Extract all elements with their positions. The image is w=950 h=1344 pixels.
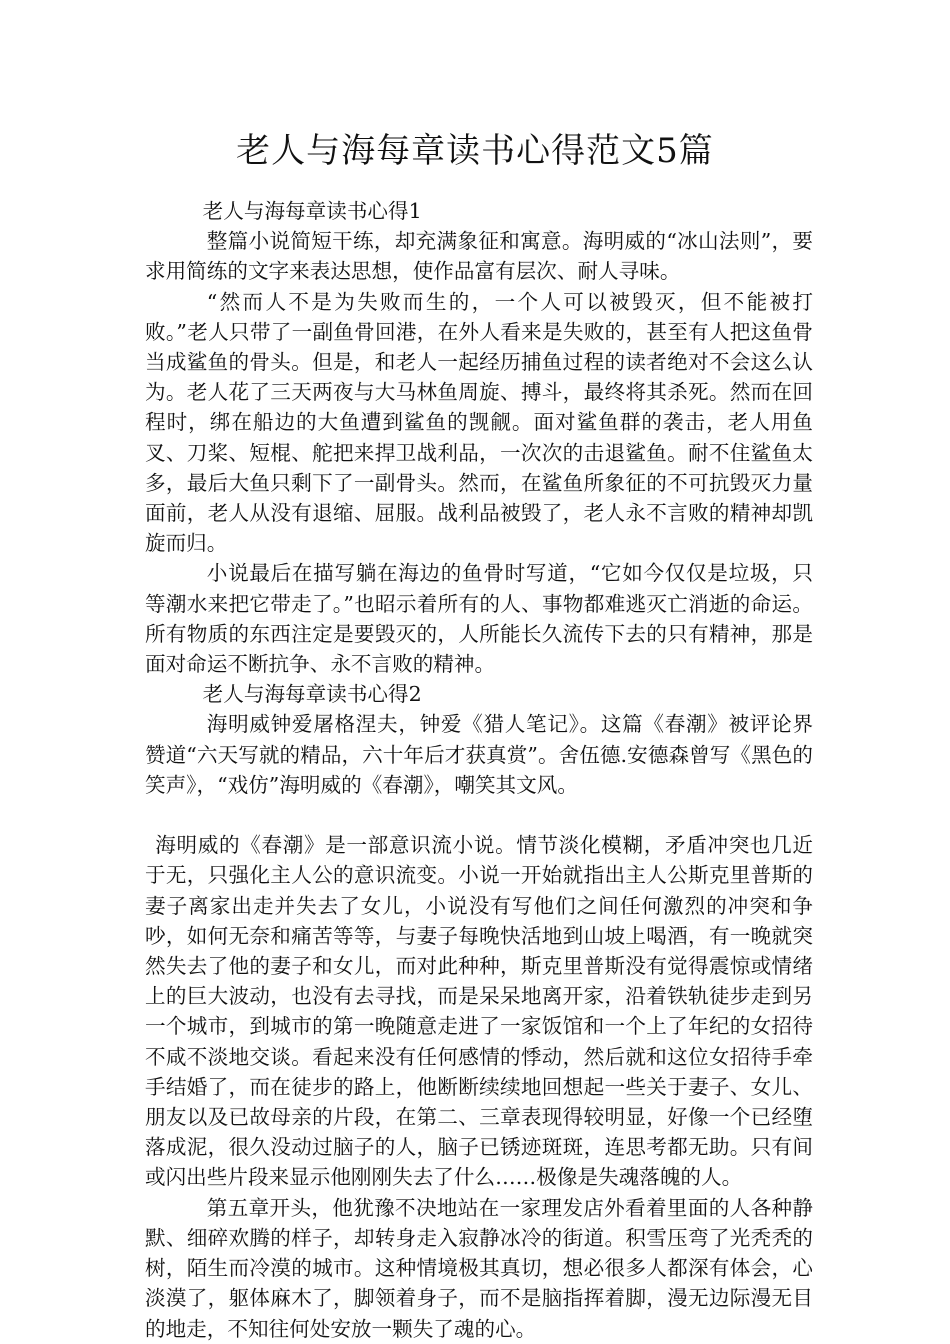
paragraph: 海明威的《春潮》是一部意识流小说。情节淡化模糊，矛盾冲突也几近于无，只强化主人公的意识流变。小说一开始就指出主人公斯克里普斯的妻子离家出走并失去了女儿，小说没有写他们之间任何激烈的冲突和争吵，如何无奈和痛苦等等，与妻子每晚快活地到山坡上喝酒，有一晚就突然失去了他的妻子和女儿，而对此种种，斯克里普斯没有觉得震惊或情绪上的巨大波动，也没有去寻找，而是呆呆地离开家，沿着铁轨徒步走到另一个城市，到城市的第一晚随意走进了一家饭馆和一个上了年纪的女招待不咸不淡地交谈。看起来没有任何感情的悸动，然后就和这位女招待手牵手结婚了，而在徒步的路上，他断断续续地回想起一些关于妻子、女儿、朋友以及已故母亲的片段，在第二、三章表现得较明显，好像一个已经堕落成泥，很久没动过脑子的人，脑子已锈迹斑斑，连思考都无助。只有间或闪出些片段来显示他刚刚失去了什么……极像是失魂落魄的人。 bbox=[145, 833, 813, 1190]
paragraph: “然而人不是为失败而生的，一个人可以被毁灭，但不能被打败。”老人只带了一副鱼骨回港，在外人看来是失败的，甚至有人把这鱼骨当成鲨鱼的骨头。但是，和老人一起经历捕鱼过程的读者绝对不会这么认为。老人花了三天两夜与大马林鱼周旋、搏斗，最终将其杀死。然而在回程时，绑在船边的大鱼遭到鲨鱼的觊觎。面对鲨鱼群的袭击，老人用鱼叉、刀桨、短棍、舵把来捍卫战利品，一次次的击退鲨鱼。耐不住鲨鱼太多，最后大鱼只剩下了一副骨头。然而，在鲨鱼所象征的不可抗毁灭力量面前，老人从没有退缩、屈服。战利品被毁了，老人永不言败的精神却凯旋而归。 bbox=[145, 289, 813, 556]
document-body bbox=[145, 196, 813, 1344]
blank-line bbox=[145, 800, 813, 830]
section-heading-1: 老人与海每章读书心得1 bbox=[202, 199, 422, 223]
paragraph: 整篇小说简短干练，却充满象征和寓意。海明威的“冰山法则”，要求用简练的文字来表达思想，使作品富有层次、耐人寻味。 bbox=[145, 229, 813, 284]
paragraph: 小说最后在描写躺在海边的鱼骨时写道，“它如今仅仅是垃圾，只等潮水来把它带走了。”也昭示着所有的人、事物都难逃灭亡消逝的命运。所有物质的东西注定是要毁灭的，人所能长久流传下去的只有精神，那是面对命运不断抗争、永不言败的精神。 bbox=[145, 561, 813, 677]
document-title: 老人与海每章读书心得范文5篇 bbox=[236, 131, 714, 171]
paragraph: 第五章开头，他犹豫不决地站在一家理发店外看着里面的人各种静默、细碎欢腾的样子，却转身走入寂静冰冷的街道。积雪压弯了光秃秃的树，陌生而冷漠的城市。这种情境极其真切，想必很多人都深有体会，心淡漠了，躯体麻木了，脚领着身子，而不是脑指挥着脚，漫无边际漫无目的地走，不知往何处安放一颗失了魂的心。 bbox=[145, 1195, 813, 1341]
section-heading-2: 老人与海每章读书心得2 bbox=[202, 682, 422, 707]
paragraph: 海明威钟爱屠格涅夫，钟爱《猎人笔记》。这篇《春潮》被评论界赞道“六天写就的精品，六十年后才获真赏”。舍伍德.安德森曾写《黑色的笑声》，“戏仿”海明威的《春潮》，嘲笑其文风。 bbox=[145, 712, 813, 797]
